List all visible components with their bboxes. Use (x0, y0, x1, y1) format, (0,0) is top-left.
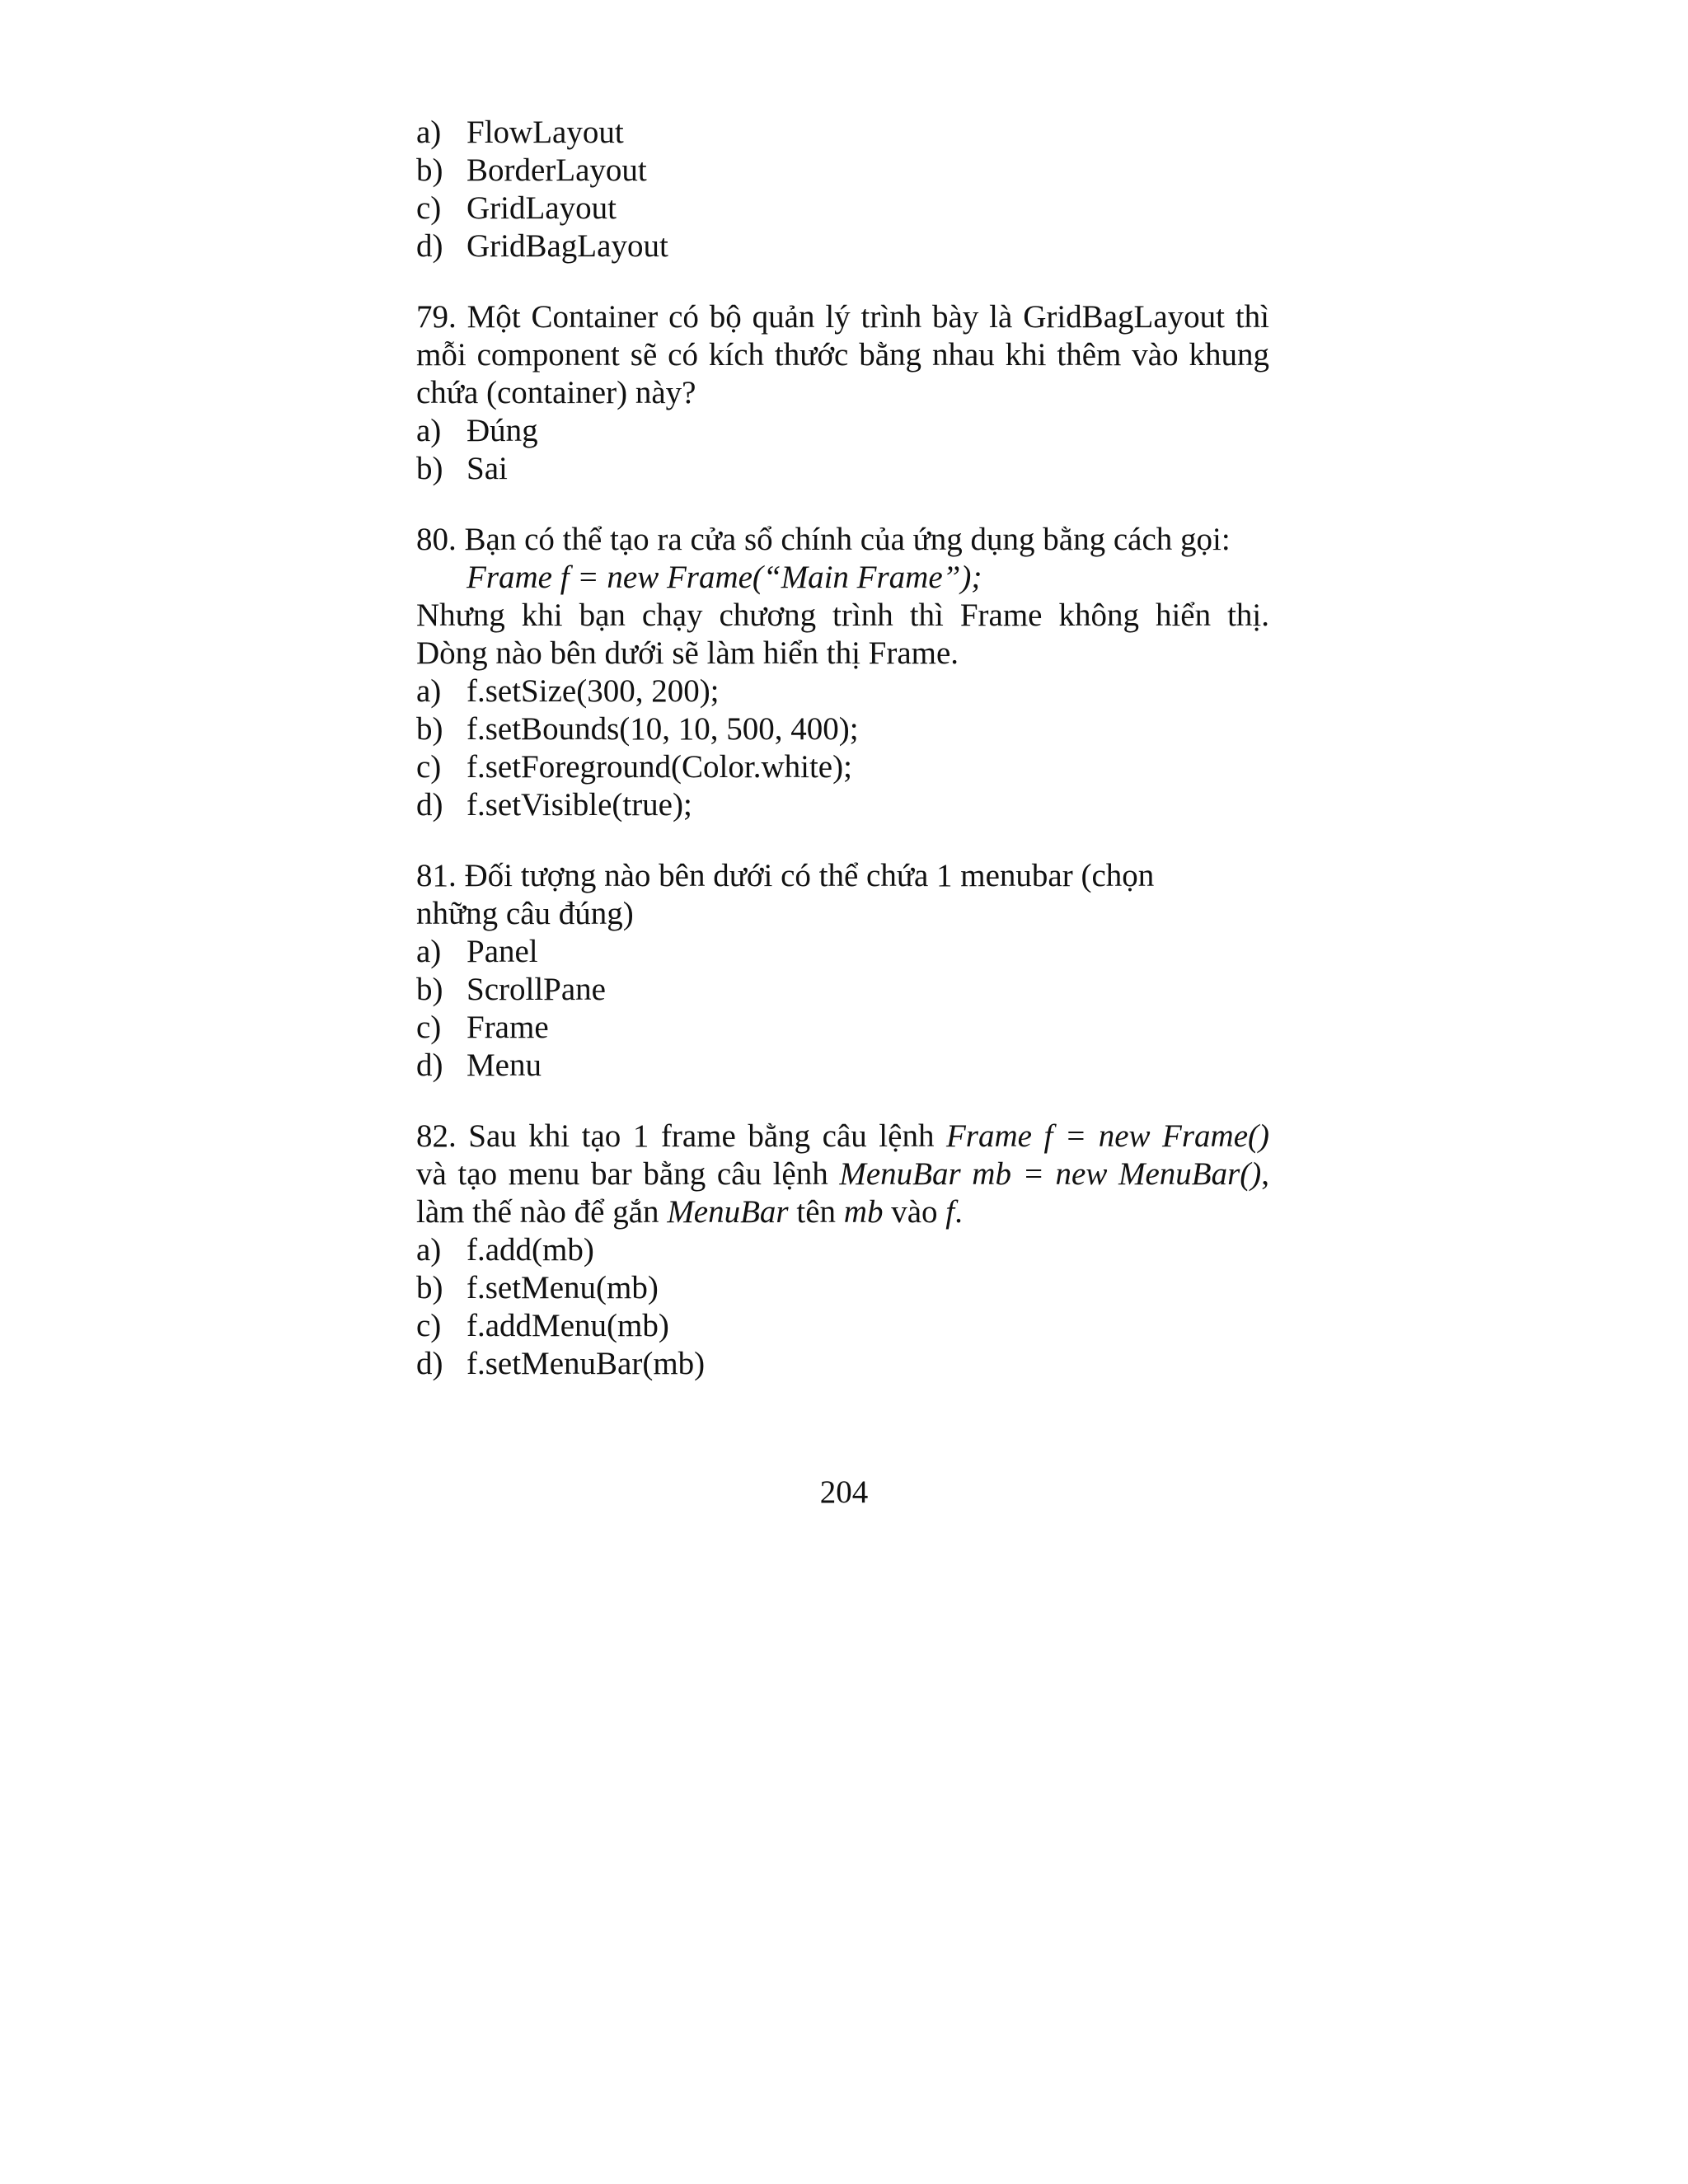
option-item (416, 227, 1269, 265)
text-run: và tạo menu bar bằng câu lệnh (416, 1156, 840, 1192)
option-item (416, 190, 1269, 227)
code-text: Frame f = new Frame() (945, 1118, 1269, 1154)
option-label: a) (416, 1232, 442, 1268)
option-text: f.add(mb) (467, 1232, 594, 1268)
option-label: b) (416, 152, 443, 188)
code-text: mb (843, 1194, 884, 1230)
text-run: làm thế nào để gắn (416, 1194, 668, 1230)
option-text: Sai (467, 451, 508, 486)
question-text-line: Dòng nào bên dưới sẽ làm hiển thị Frame. (416, 635, 959, 671)
option-item (416, 1047, 1269, 1085)
option-label: d) (416, 787, 443, 823)
option-text: f.addMenu(mb) (467, 1308, 669, 1343)
question-text-line: mỗi component sẽ có kích thước bằng nhau khi thêm vào khung (416, 337, 1269, 373)
question-82 (416, 1118, 1269, 1383)
option-label: b) (416, 451, 443, 486)
code-snippet (416, 559, 1269, 597)
option-label: d) (416, 228, 443, 264)
option-label: b) (416, 972, 443, 1007)
question-79 (416, 298, 1269, 488)
option-text: f.setBounds(10, 10, 500, 400); (467, 711, 859, 747)
question-text-line: chứa (container) này? (416, 375, 696, 410)
code-text: MenuBar mb = new MenuBar() (839, 1156, 1262, 1192)
option-text: f.setVisible(true); (467, 787, 692, 823)
option-item (416, 152, 1269, 190)
option-label: a) (416, 115, 442, 150)
text-run: vào (883, 1194, 946, 1230)
option-item (416, 786, 1269, 824)
code-text: Frame f = new Frame(“Main Frame”); (467, 560, 982, 595)
question-text-line: 81. Đối tượng nào bên dưới có thể chứa 1 menubar (chọn (416, 858, 1155, 893)
option-item (416, 748, 1269, 786)
question-text-line (416, 1118, 1269, 1155)
option-item (416, 971, 1269, 1009)
code-text: MenuBar (667, 1194, 789, 1230)
question-text-line: những câu đúng) (416, 896, 634, 931)
option-text: f.setSize(300, 200); (467, 673, 720, 709)
option-item (416, 673, 1269, 710)
page-number: 204 (819, 1474, 869, 1510)
option-text: ScrollPane (467, 972, 606, 1007)
option-text: Panel (467, 934, 538, 969)
question-text-line: 79. Một Container có bộ quản lý trình bày là GridBagLayout thì (416, 299, 1269, 335)
option-label: c) (416, 1308, 442, 1343)
option-text: Menu (467, 1047, 542, 1083)
question-text-line: Nhưng khi bạn chạy chương trình thì Frame không hiển thị. (416, 598, 1269, 633)
option-label: a) (416, 673, 442, 709)
option-item (416, 412, 1269, 450)
option-item (416, 114, 1269, 152)
option-text: BorderLayout (467, 152, 647, 188)
option-item (416, 933, 1269, 971)
question-text-line (416, 1193, 1269, 1231)
option-text: GridLayout (467, 190, 617, 226)
option-label: d) (416, 1047, 443, 1083)
option-item (416, 1269, 1269, 1307)
question-80 (416, 521, 1269, 824)
option-text: f.setMenuBar(mb) (467, 1346, 706, 1381)
option-text: Đúng (467, 413, 538, 448)
option-label: a) (416, 934, 442, 969)
option-text: f.setMenu(mb) (467, 1270, 659, 1305)
option-label: b) (416, 1270, 443, 1305)
option-item (416, 450, 1269, 488)
question-78-options (416, 114, 1269, 265)
page-content (416, 114, 1269, 1383)
text-run: tên (788, 1194, 844, 1230)
option-text: GridBagLayout (467, 228, 668, 264)
question-text-line: 80. Bạn có thể tạo ra cửa sổ chính của ứng dụng bằng cách gọi: (416, 522, 1231, 557)
option-item (416, 710, 1269, 748)
option-item (416, 1009, 1269, 1047)
text-run: 82. Sau khi tạo 1 frame bằng câu lệnh (416, 1118, 946, 1154)
text-run: . (954, 1194, 963, 1230)
option-label: c) (416, 190, 442, 226)
option-text: FlowLayout (467, 115, 624, 150)
option-item (416, 1307, 1269, 1345)
question-text-line (416, 1155, 1269, 1193)
option-item (416, 1345, 1269, 1383)
question-81 (416, 857, 1269, 1085)
option-item (416, 1231, 1269, 1269)
option-label: c) (416, 1010, 442, 1045)
text-run: , (1261, 1156, 1269, 1192)
option-label: b) (416, 711, 443, 747)
option-label: d) (416, 1346, 443, 1381)
option-text: f.setForeground(Color.white); (467, 749, 852, 785)
code-text: f (945, 1194, 955, 1230)
option-label: a) (416, 413, 442, 448)
option-label: c) (416, 749, 442, 785)
option-text: Frame (467, 1010, 549, 1045)
